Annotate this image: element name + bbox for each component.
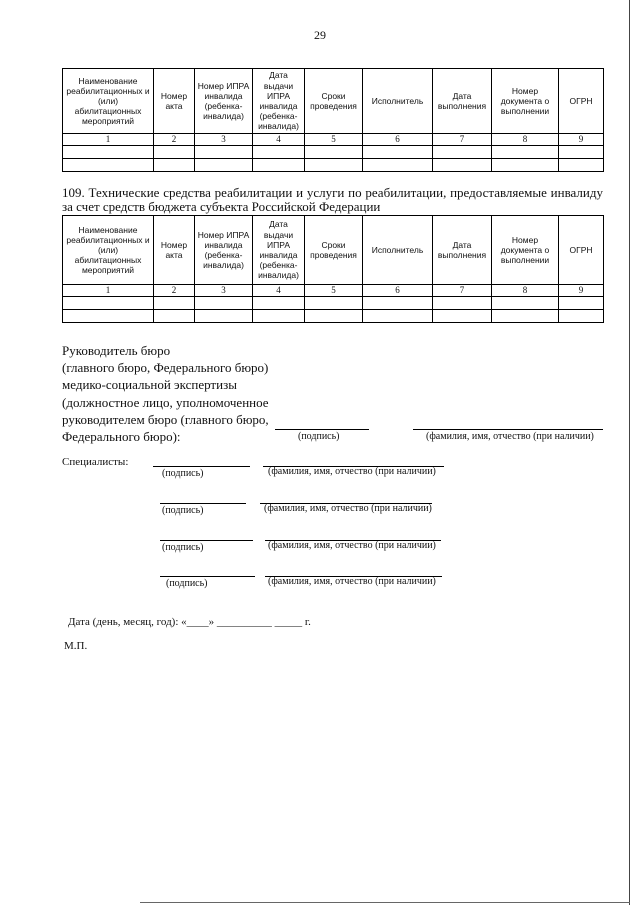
header-cell: Дата выдачи ИПРА инвалида (ребенка-инвалида) [253, 69, 305, 134]
head-title-line: Федерального бюро): [62, 429, 181, 445]
specialist-signature-caption: (подпись) [166, 578, 208, 589]
column-number: 8 [492, 285, 559, 297]
header-cell: ОГРН [559, 216, 604, 285]
header-cell: Номер ИПРА инвалида (ребенка-инвалида) [195, 69, 253, 134]
column-number-row [63, 134, 604, 146]
header-cell: Номер документа о выполнении [492, 216, 559, 285]
specialist-signature-caption: (подпись) [162, 505, 204, 516]
table-row [63, 158, 604, 171]
column-number: 9 [559, 134, 604, 146]
table-header-row [63, 69, 604, 134]
header-cell: Номер акта [154, 69, 195, 134]
rehab-measures-table-1 [62, 68, 604, 172]
rehab-measures-table-2 [62, 215, 604, 323]
head-signature-line [275, 429, 369, 430]
column-number: 4 [253, 134, 305, 146]
header-cell: Дата выполнения [433, 216, 492, 285]
specialist-signature-caption: (подпись) [162, 542, 204, 553]
column-number: 3 [195, 134, 253, 146]
header-cell: Номер документа о выполнении [492, 69, 559, 134]
head-title-line: медико-социальной экспертизы [62, 377, 237, 393]
column-number: 4 [253, 285, 305, 297]
page-edge-right [629, 0, 630, 905]
specialists-label: Специалисты: [62, 456, 129, 468]
column-number: 1 [63, 285, 154, 297]
specialist-signature-line [160, 540, 253, 541]
column-number: 9 [559, 285, 604, 297]
column-number: 6 [363, 134, 433, 146]
column-number: 6 [363, 285, 433, 297]
header-cell: Дата выдачи ИПРА инвалида (ребенка-инвалида) [253, 216, 305, 285]
column-number: 3 [195, 285, 253, 297]
page-number: 29 [314, 28, 326, 42]
page-edge-bottom [140, 902, 630, 903]
header-cell: Сроки проведения [305, 216, 363, 285]
column-number: 2 [154, 134, 195, 146]
column-number: 7 [433, 134, 492, 146]
date-field: Дата (день, месяц, год): «____» __________ _____ г. [68, 616, 311, 628]
header-cell: Номер ИПРА инвалида (ребенка-инвалида) [195, 216, 253, 285]
header-cell: ОГРН [559, 69, 604, 134]
table-row [63, 145, 604, 158]
stamp-label: М.П. [64, 640, 88, 652]
specialist-name-caption: (фамилия, имя, отчество (при наличии) [264, 503, 432, 514]
specialist-signature-line [153, 466, 250, 467]
specialist-signature-line [160, 576, 255, 577]
head-signatory-title [62, 342, 269, 445]
head-title-line: (главного бюро, Федерального бюро) [62, 360, 269, 376]
column-number: 5 [305, 285, 363, 297]
table-row [63, 296, 604, 309]
column-number: 8 [492, 134, 559, 146]
table-header-row [63, 216, 604, 285]
head-title-line: Руководитель бюро [62, 343, 171, 358]
head-title-line: (должностное лицо, уполномоченное [62, 394, 269, 410]
head-signature-caption: (подпись) [298, 431, 340, 442]
header-cell: Наименование реабилитационных и (или) абилитационных мероприятий [63, 216, 154, 285]
header-cell: Исполнитель [363, 69, 433, 134]
header-cell: Исполнитель [363, 216, 433, 285]
specialist-name-caption: (фамилия, имя, отчество (при наличии) [268, 576, 436, 587]
head-name-line [413, 429, 603, 430]
column-number: 7 [433, 285, 492, 297]
column-number-row [63, 285, 604, 297]
head-name-caption: (фамилия, имя, отчество (при наличии) [426, 431, 594, 442]
header-cell: Дата выполнения [433, 69, 492, 134]
header-cell: Сроки проведения [305, 69, 363, 134]
header-cell: Номер акта [154, 216, 195, 285]
specialist-name-caption: (фамилия, имя, отчество (при наличии) [268, 540, 436, 551]
specialist-name-caption: (фамилия, имя, отчество (при наличии) [268, 466, 436, 477]
section-109-heading: 109. Технические средства реабилитации и услуги по реабилитации, предоставляемые инвалиду за счет средств бюджета субъекта Российской Федерации [62, 185, 603, 214]
table-row [63, 309, 604, 322]
specialist-signature-caption: (подпись) [162, 468, 204, 479]
column-number: 1 [63, 134, 154, 146]
column-number: 2 [154, 285, 195, 297]
column-number: 5 [305, 134, 363, 146]
header-cell: Наименование реабилитационных и (или) абилитационных мероприятий [63, 69, 154, 134]
head-title-line: руководителем бюро (главного бюро, [62, 411, 269, 427]
specialist-signature-line [160, 503, 246, 504]
